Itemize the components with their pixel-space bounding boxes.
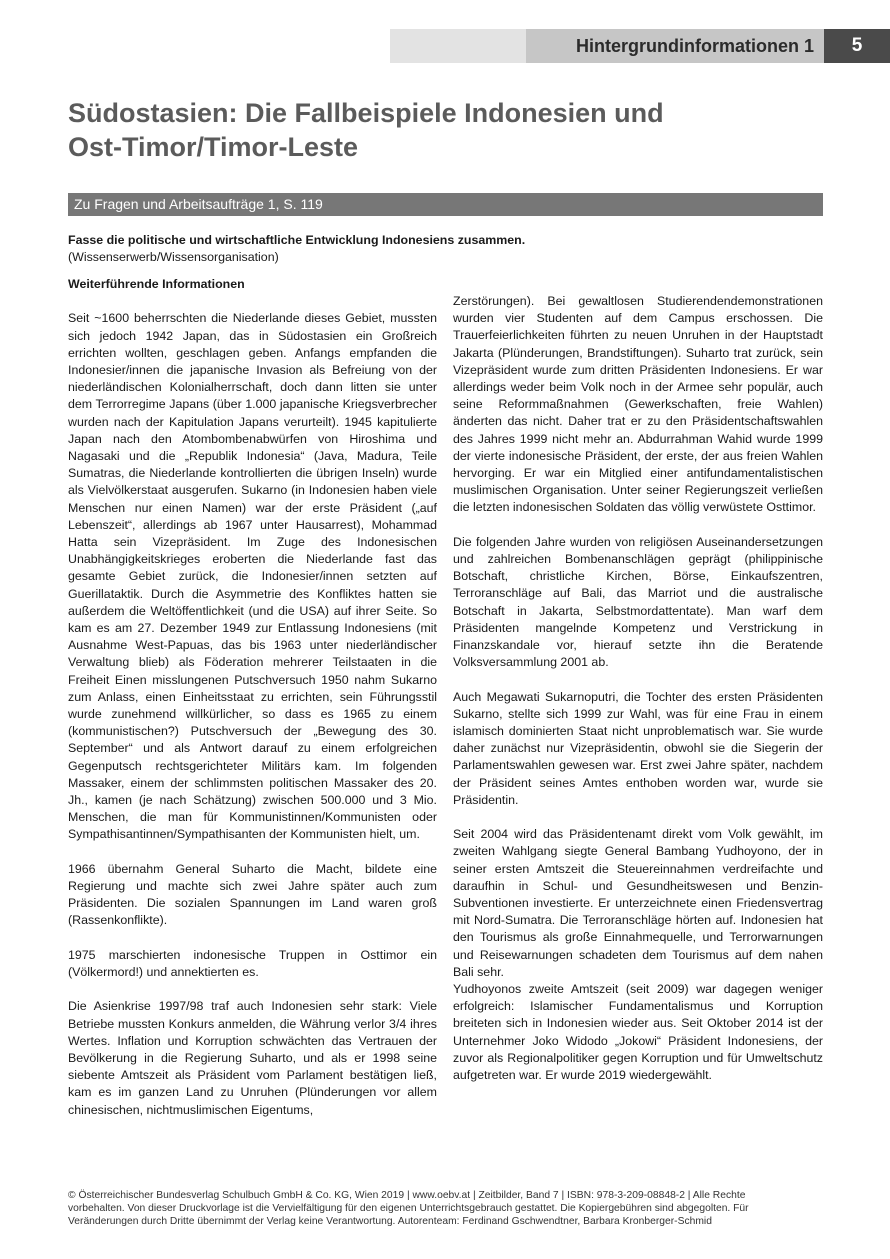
paragraph: Seit ~1600 beherrschten die Niederlande dieses Gebiet, mussten sich jedoch 1942 Japan, das in Südostasien ein Großreich errichten wollten, geschlagen geben. Anfangs empfanden die Indonesier/innen die japanische Invasion als Befreiung von der niederländischen Kolonialherrschaft, doch dann litten sie unter dem Terrorregime Japans (über 1.000 japanische Kriegsverbrecher wurden nach der Kapitulation Japans verurteilt). 1945 kapitulierte Japan nach den Atombombenabwürfen von Hiroshima und Nagasaki und die „Republik Indonesia“ (Java, Madura, Teile Sumatras, die Niederlande kontrollierten die übrigen Inseln) wurde als Vielvölkerstaat ausgerufen. Sukarno (in Indonesien haben viele Menschen nur einen Namen) war der erste Präsident („auf Lebenszeit“, allerdings ab 1967 unter Hausarrest), Mohammad Hatta sein Vizepräsident. Im Zuge des Indonesischen Unabhängigkeitskrieges eroberten die Niederlande fast das gesamte Gebiet zurück, die Indonesier/innen setzten auf Guerillataktik. Durch die Asymmetrie des Konfliktes hatten sie außerdem die Weltöffentlichkeit (und die USA) auf ihrer Seite. So kam es am 27. Dezember 1949 zur Entlassung Indonesiens (mit Ausnahme West-Papuas, das bis 1963 unter niederländischer Verwaltung blieb) als Föderation mehrerer Teilstaaten in die Freiheit Einen misslungenen Putschversuch 1950 nahm Sukarno zum Anlass, einen Einheitsstaat zu errichten, sein Führungsstil wurde zunehmend willkürlicher, so dass es 1965 zu einem (kommunistischen?) Putschversuch der „Bewegung des 30. September“ und als Antwort darauf zu einem erfolgreichen Gegenputsch rechtsgerichteter Militärs kam. Im folgenden Massaker, einem der schlimmsten politischen Massaker des 20. Jh., kamen (je nach Schätzung) zwischen 500.000 und 3 Mio. Menschen, die man für Kommunistinnen/Kommunisten oder Sympathisantinnen/Sympathisanten der Kommunisten hielt, um. [68, 311, 437, 842]
paragraph: Yudhoyonos zweite Amtszeit (seit 2009) war dagegen weniger erfolgreich: Islamischer Fundamentalismus und Korruption breiteten sich in Indonesien wieder aus. Seit Oktober 2014 ist der Unternehmer Joko Widodo „Jokowi“ Präsident Indonesiens, der zuvor als Regionalpolitiker gegen Korruption und für Umweltschutz aufgetreten war. Er wurde 2019 wiedergewählt. [453, 982, 823, 1083]
paragraph: Die Asienkrise 1997/98 traf auch Indonesien sehr stark: Viele Betriebe mussten Konkurs anmelden, die Währung verlor 3/4 ihres Wertes. Inflation und Korruption schwächten das Vertrauen der Bevölkerung in die Regierung Suharto, und als er 1998 seine siebente Amtszeit als Präsident vom Parlament bestätigen ließ, kam es im ganzen Land zu Unruhen (Plünderungen vor allem chinesischen, nichtmuslimischen Eigentums, [68, 999, 437, 1117]
paragraph: Die folgenden Jahre wurden von religiösen Auseinandersetzungen und zahlreichen Bombenanschlägen geprägt (philippinische Botschaft, christliche Kirchen, Börse, Einkaufszentren, Terroranschläge auf Bali, das Marriot und die australische Botschaft in Jakarta, Selbstmordattentate). Man warf dem Präsidenten mangelnde Kompetenz und Verstrickung in Finanzskandale vor, hierauf setzte ihn die Beratende Volksversammlung 2001 ab. [453, 534, 823, 670]
footer-line: Veränderungen durch Dritte übernimmt der Verlag keine Verantwortung. Autorenteam: Ferdinand Gschwendtner, Barbara Kronberger-Schmid [68, 1216, 712, 1227]
footer [68, 1189, 828, 1228]
page-number: 5 [824, 29, 890, 63]
paragraph: 1975 marschierten indonesische Truppen in Osttimor ein (Völkermord!) und annektierten es. [68, 947, 437, 980]
footer-line: vorbehalten. Von dieser Druckvorlage ist die Vervielfältigung für den eigenen Unterrichtsgebrauch gestattet. Die Kopiergebühren sind abgegolten. Für [68, 1203, 749, 1214]
task-block [68, 232, 823, 266]
page-title-line-2: Ost-Timor/Timor-Leste [68, 132, 359, 162]
page-title-line-1: Südostasien: Die Fallbeispiele Indonesien und [68, 98, 664, 128]
paragraph: Auch Megawati Sukarnoputri, die Tochter des ersten Präsidenten Sukarno, stellte sich 1999 zur Wahl, was für eine Frau in einem islamisch dominierten Staat nicht unproblematisch war. Sie wurde daher zunächst nur Vizepräsidentin, obwohl sie die Siegerin der Parlamentswahlen gewesen war. Erst zwei Jahre später, nachdem der Präsident seines Amtes enthoben worden war, wurde sie Präsidentin. [453, 689, 823, 807]
header-bar-light [390, 29, 526, 63]
left-column [68, 276, 437, 1119]
paragraph: 1966 übernahm General Suharto die Macht, bildete eine Regierung und machte sich zwei Jahre später auch zum Präsidenten. Die sozialen Spannungen im Land waren groß (Rassenkonflikte). [68, 861, 437, 928]
paragraph: Seit 2004 wird das Präsidentenamt direkt vom Volk gewählt, im zweiten Wahlgang siegte General Bambang Yudhoyono, der in seiner ersten Amtszeit die Steuereinnahmen verdreifachte und daraufhin in Schul- und Gesundheitswesen und Benzin-Subventionen investierte. Er unterzeichnete einen Friedensvertrag mit Nord-Sumatra. Die Terroranschläge hörten auf. Indonesien hat den Tourismus als große Einnahmequelle, und Terrorwarnungen und Reisewarnungen schadeten dem Tourismus auf dem nahen Bali sehr. [453, 827, 823, 979]
task-instruction: Fasse die politische und wirtschaftliche Entwicklung Indonesiens zusammen. [68, 233, 526, 247]
paragraph: Zerstörungen). Bei gewaltlosen Studierendendemonstrationen wurden vier Studenten auf dem Campus erschossen. Die Trauerfeierlichkeiten führten zu neuen Unruhen in der Hauptstadt Jakarta (Plünderungen, Brandstiftungen). Suharto trat zurück, sein Vizepräsident wurde zum dritten Präsidenten Indonesiens. Er war allerdings weder beim Volk noch in der Armee sehr populär, auch seine Reformmaßnahmen (Gewerkschaften, freie Wahlen) änderten das nicht. Daher trat er zu den Präsidentschaftswahlen des Jahres 1999 nicht mehr an. Abdurrahman Wahid wurde 1999 der vierte indonesische Präsident, der erste, der aus freien Wahlen hervorging. Er war ein Mitglied einer antifundamentalistischen muslimischen Organisation. Unter seiner Regierungszeit verließen die letzten indonesischen Soldaten das völlig verwüstete Osttimor. [453, 294, 823, 515]
right-column [453, 293, 823, 1084]
header-bar [526, 29, 824, 63]
section-bar: Zu Fragen und Arbeitsaufträge 1, S. 119 [68, 193, 823, 216]
footer-line: © Österreichischer Bundesverlag Schulbuch GmbH & Co. KG, Wien 2019 | www.oebv.at | Zeitbilder, Band 7 | ISBN: 978-3-209-08848-2 | Alle Rechte [68, 1190, 746, 1201]
header-section-title: Hintergrundinformationen 1 [576, 36, 814, 56]
subheading: Weiterführende Informationen [68, 277, 245, 291]
task-competence: (Wissenserwerb/Wissensorganisation) [68, 250, 279, 265]
page-title [68, 96, 788, 164]
